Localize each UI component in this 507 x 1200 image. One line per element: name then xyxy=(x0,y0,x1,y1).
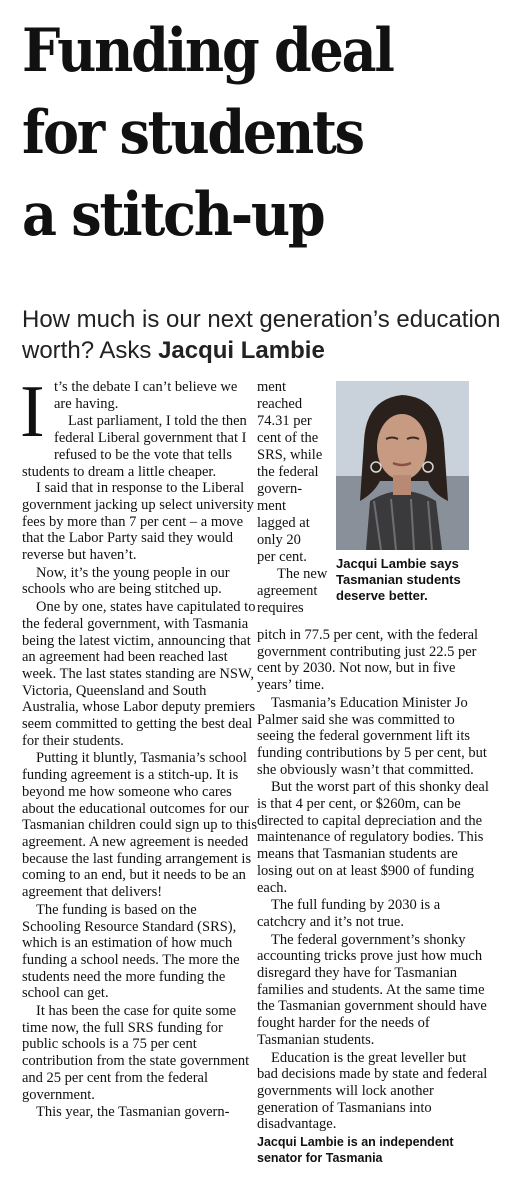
paragraph-4: Now, it’s the young people in our schools who are being stitched up. xyxy=(22,564,230,598)
narrow-line: ment xyxy=(257,498,286,514)
caption-line-2: Tasmanian students xyxy=(336,572,461,587)
portrait-illustration xyxy=(336,381,469,550)
narrow-line: only 20 xyxy=(257,532,301,548)
opening-paragraph-wrap xyxy=(20,371,258,480)
narrow-line: requires xyxy=(257,600,304,616)
caption-line-3: deserve better. xyxy=(336,588,428,603)
standfirst-line-1: How much is our next generation’s education xyxy=(22,306,501,333)
standfirst-line-2 xyxy=(22,335,492,366)
paragraph-9: This year, the Tasmanian govern- xyxy=(36,1104,230,1121)
tagline-line-2: senator for Tasmania xyxy=(257,1151,383,1166)
paragraph-8: It has been the case for quite some time now, the full SRS funding for public schools is a 75 per cent contribution from the state government and 25 per cent from the federal government. xyxy=(22,1003,250,1103)
photo-caption xyxy=(336,556,496,604)
article-column-left xyxy=(20,371,258,1121)
article-column-right-narrow xyxy=(257,379,335,617)
narrow-line: cent of the xyxy=(257,430,319,446)
narrow-line: lagged at xyxy=(257,515,310,531)
paragraph-6: Putting it bluntly, Tasmania’s school funding agreement is a stitch-up. It is beyond me how someone who cares about the educational outcomes for our Tasmanian children could sign up to this agreement. A new agreement is needed because the last funding arrangement is coming to an end, but it needs to be an agreement that delivers! xyxy=(22,750,257,901)
paragraph-2: Last parliament, I told the then federal Liberal government that I refused to be the vote that tells students to dream a little cheaper. xyxy=(22,413,247,480)
author-photo xyxy=(336,381,469,550)
headline-line-2: for students xyxy=(22,98,363,168)
tagline-line-1: Jacqui Lambie is an independent xyxy=(257,1135,454,1150)
headline xyxy=(22,10,502,256)
narrow-line: The new xyxy=(277,566,328,582)
caption-line-1: Jacqui Lambie says xyxy=(336,556,459,571)
narrow-line: agreement xyxy=(257,583,318,599)
paragraph-13: The full funding by 2030 is a catchcry and it’s not true. xyxy=(257,897,441,930)
narrow-line: SRS, while xyxy=(257,447,323,463)
paragraph-5: One by one, states have capitulated to the federal government, with Tasmania being the latest victim, announcing that an agreement had been reached last week. The last states standing are NSW, Victoria, Queensland and South Australia, whose Labor deputy premiers seem committed to getting the best deal for their students. xyxy=(22,599,256,749)
paragraph-14: The federal government’s shonky accounting tricks prove just how much disregard they have for Tasmanian families and students. At the same time the Tasmanian government should have fought harder for the needs of Tasmanian students. xyxy=(257,931,487,1048)
standfirst-prefix: worth? Asks xyxy=(22,337,159,364)
narrow-line: 74.31 per xyxy=(257,413,312,429)
narrow-line: govern- xyxy=(257,481,303,497)
paragraph-15: Education is the great leveller but bad decisions made by state and federal governments will lock another generation of Tasmanians into disadvantage. xyxy=(257,1049,488,1133)
paragraph-1: t’s the debate I can’t believe we are having. xyxy=(54,379,238,412)
paragraph-3: I said that in response to the Liberal government jacking up select university fees by more than 7 per cent – a move that the Labor Party said they would reverse but haven’t. xyxy=(22,480,254,564)
drop-cap: I xyxy=(20,371,45,453)
narrow-line: the federal xyxy=(257,464,319,480)
paragraph-10-continued: pitch in 77.5 per cent, with the federal government contributing just 22.5 per cent by 2030. Not now, but in five years’ time. xyxy=(257,627,479,694)
article-column-right xyxy=(257,627,489,1166)
author-byline: Jacqui Lambie xyxy=(158,337,325,364)
paragraph-11: Tasmania’s Education Minister Jo Palmer said she was committed to seeing the federal government lift its funding contributions by 5 per cent, but she obviously wasn’t that committed. xyxy=(257,694,487,778)
headline-line-1: Funding deal xyxy=(22,16,393,86)
headline-line-3: a stitch-up xyxy=(22,180,324,250)
paragraph-12: But the worst part of this shonky deal is that 4 per cent, or $260m, can be directed to capital depreciation and the maintenance of regulatory bodies. This means that Tasmanian students are losing out on at least $900 of funding each. xyxy=(257,779,489,896)
standfirst xyxy=(22,304,501,366)
narrow-line: per cent. xyxy=(257,549,307,565)
narrow-line: reached xyxy=(257,396,303,412)
paragraph-7: The funding is based on the Schooling Resource Standard (SRS), which is an estimation of how much funding a school needs. The more the students need the more funding the school can get. xyxy=(22,901,240,1002)
narrow-line: ment xyxy=(257,379,286,395)
author-tagline xyxy=(257,1134,489,1166)
